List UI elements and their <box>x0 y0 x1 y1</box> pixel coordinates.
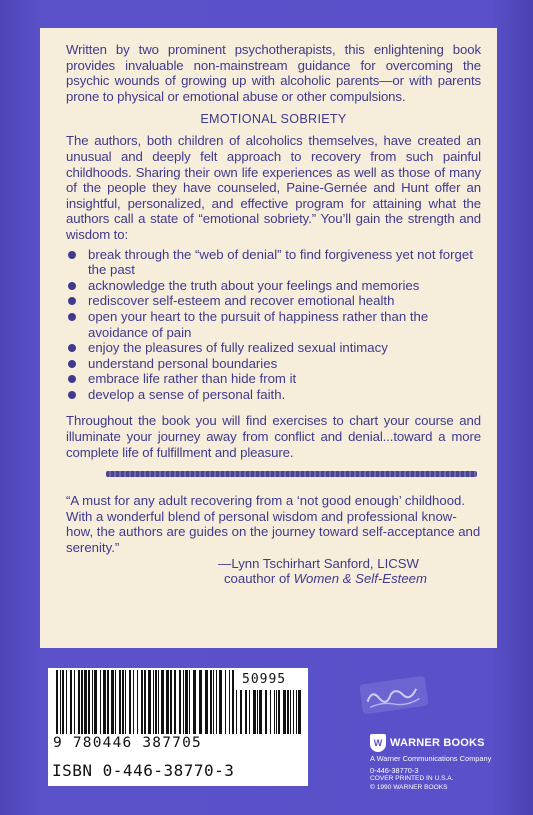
divider-rule <box>106 471 477 477</box>
printed-in: COVER PRINTED IN U.S.A. <box>370 775 454 783</box>
barcode-bar <box>81 670 83 734</box>
bullet-icon <box>68 375 76 383</box>
list-item: develop a sense of personal faith. <box>66 387 481 403</box>
intro-paragraph: Written by two prominent psychotherapists, this enlightening book provides invaluable non-mainstream guidance for overcoming the psychic wounds of growing up with alcoholic parents—or with parents prone to physical or emotional abuse or other compulsions. <box>66 42 481 104</box>
barcode-bar <box>74 670 75 734</box>
closing-paragraph: Throughout the book you will find exercises to chart your course and illuminate your journey away from conflict and denial...toward a more complete life of fulfillment and pleasure. <box>66 413 481 460</box>
price-code: 50995 <box>242 672 287 687</box>
bullet-icon <box>68 313 76 321</box>
barcode-bar <box>100 670 101 734</box>
bullet-icon <box>68 344 76 352</box>
barcode-bar <box>153 670 154 734</box>
barcode-bar <box>107 670 109 734</box>
barcode-bar <box>193 670 196 734</box>
list-item: break through the “web of denial” to find forgiveness yet not forget the past <box>66 247 481 278</box>
barcode-bar <box>92 670 93 734</box>
barcode-bar <box>84 670 87 734</box>
barcode-bar <box>60 670 61 734</box>
barcode-bar <box>296 690 297 734</box>
barcode-bar <box>115 670 116 734</box>
barcode-bar <box>94 670 97 734</box>
barcode-bar <box>229 670 230 734</box>
barcode-bar <box>225 670 226 734</box>
barcode-bar <box>148 670 151 734</box>
bullet-icon <box>68 251 76 259</box>
barcode-bar <box>88 670 90 734</box>
barcode-bar <box>66 670 67 734</box>
warner-books-logo <box>370 734 491 752</box>
barcode-bar <box>125 670 126 734</box>
barcode-bar <box>259 690 262 734</box>
attribution-credit: coauthor of Women & Self-Esteem <box>223 571 427 587</box>
bullet-icon <box>68 282 76 290</box>
barcode-bar <box>205 670 208 734</box>
body-paragraph: The authors, both children of alcoholics themselves, have created an unusual and deeply felt approach to recovery from such painful childhoods. Sharing their own life experiences as well as those of many of the people they have counseled, Paine-Gernée and Hunt offer an insightful, personalized, and effective program for attaining what the authors call a state of “emotional sobriety.” You’ll gain the strength and wisdom to: <box>66 133 481 242</box>
barcode-bar <box>245 690 247 734</box>
barcode-bar <box>179 670 181 734</box>
barcode-bar <box>119 670 121 734</box>
wb-shield-icon: W <box>370 734 386 752</box>
barcode-bar <box>174 670 176 734</box>
barcode-bar <box>70 670 72 734</box>
bullet-icon <box>68 360 76 368</box>
list-item: rediscover self-esteem and recover emotional health <box>66 293 481 309</box>
barcode-bar <box>283 690 286 734</box>
list-item: enjoy the pleasures of fully realized sexual intimacy <box>66 340 481 356</box>
barcode-bar <box>122 670 124 734</box>
barcode-bar <box>129 670 131 734</box>
barcode-bar <box>210 670 212 734</box>
description-panel <box>40 28 497 648</box>
barcode-bar <box>213 670 214 734</box>
barcode-bar <box>155 670 157 734</box>
barcode-bar <box>274 690 275 734</box>
barcode-bar <box>287 690 289 734</box>
barcode-bar <box>276 690 277 734</box>
endorsement-quote: “A must for any adult recovering from a ‘not good enough’ childhood. With a wonderful blend of personal wisdom and professional know-how, the authors are guides on the journey toward self-acceptance and serenity.” <box>66 493 481 556</box>
barcode-bar <box>293 690 294 734</box>
publisher-isbn: 0-446-38770-3 <box>370 765 419 775</box>
barcode-bar <box>141 670 143 734</box>
bullet-icon <box>68 297 76 305</box>
barcode-bar <box>216 670 217 734</box>
barcode-bar <box>232 670 234 734</box>
copyright: © 1990 WARNER BOOKS <box>370 783 448 791</box>
barcode-bar <box>62 670 64 734</box>
publisher-name: WARNER BOOKS <box>390 737 485 749</box>
barcode-bar <box>170 670 172 734</box>
barcode-bar <box>257 690 258 734</box>
barcode-box <box>48 668 308 786</box>
list-item: open your heart to the pursuit of happiness rather than the avoidance of pain <box>66 309 481 340</box>
barcode-bar <box>56 670 58 734</box>
barcode-bar <box>137 670 138 734</box>
barcode-bar <box>298 690 301 734</box>
barcode-bar <box>111 670 114 734</box>
publisher-company: A Warner Communications Company <box>370 754 492 763</box>
barcode-bar <box>253 690 256 734</box>
barcode-bar <box>199 670 202 734</box>
list-item: understand personal boundaries <box>66 356 481 372</box>
bullet-icon <box>68 391 76 399</box>
barcode-bar <box>144 670 146 734</box>
barcode-bar <box>133 670 134 734</box>
list-item: embrace life rather than hide from it <box>66 371 481 387</box>
list-item: acknowledge the truth about your feelings and memories <box>66 278 481 294</box>
barcode-bar <box>219 670 222 734</box>
book-title: Women & Self-Esteem <box>293 571 427 587</box>
barcode-bar <box>290 690 291 734</box>
barcode-bar <box>189 670 190 734</box>
barcode-number: 9 780446 387705 <box>50 735 205 751</box>
isbn-label: ISBN 0-446-38770-3 <box>52 761 235 780</box>
barcode-bar <box>183 670 184 734</box>
barcode-bar <box>265 690 267 734</box>
barcode-bar <box>278 690 280 734</box>
quote-attribution: —Lynn Tschirhart Sanford, LICSW <box>218 555 419 571</box>
barcode-bar <box>158 670 159 734</box>
section-heading: EMOTIONAL SOBRIETY <box>200 112 347 127</box>
barcode-bar <box>249 690 250 734</box>
barcode-bar <box>240 690 242 734</box>
barcode-bar <box>103 670 106 734</box>
barcode-bar <box>236 690 237 734</box>
spacer <box>66 402 481 413</box>
barcode-bar <box>270 690 271 734</box>
barcode-bar <box>78 670 80 734</box>
benefits-list <box>66 247 481 403</box>
barcode-bar <box>166 670 169 734</box>
barcode-bar <box>185 670 188 734</box>
publisher-block <box>370 734 491 792</box>
barcode-bar <box>161 670 164 734</box>
